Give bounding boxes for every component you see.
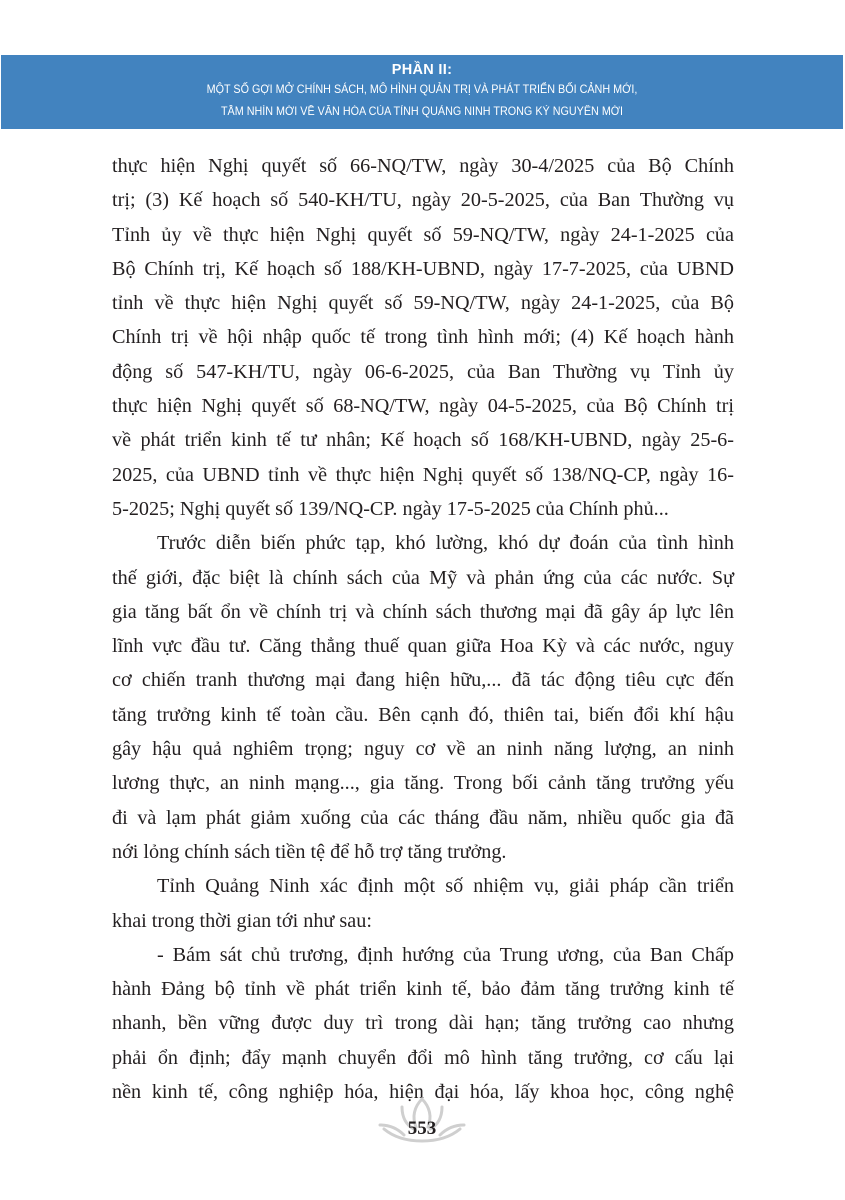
text-line: trị; (3) Kế hoạch số 540-KH/TU, ngày 20-5-2025, của Ban Thường vụ [112,189,734,212]
text-line: - Bám sát chủ trương, định hướng của Trung ương, của Ban Chấp [157,943,734,966]
page-footer [372,1095,472,1147]
text-line: đi và lạm phát giảm xuống của các tháng đầu năm, nhiều quốc gia đã [112,806,734,829]
text-line: phải ổn định; đẩy mạnh chuyển đổi mô hình tăng trưởng, cơ cấu lại [112,1046,734,1069]
text-line: 5-2025; Nghị quyết số 139/NQ-CP. ngày 17-5-2025 của Chính phủ... [112,497,669,520]
body-text [112,149,734,1109]
text-line: tỉnh về thực hiện Nghị quyết số 59-NQ/TW, ngày 24-1-2025, của Bộ [112,292,734,315]
text-line: thực hiện Nghị quyết số 66-NQ/TW, ngày 30-4/2025 của Bộ Chính [112,155,734,177]
paragraph-2 [112,526,734,869]
section-header-banner [1,55,843,129]
text-line: Tỉnh ủy về thực hiện Nghị quyết số 59-NQ/TW, ngày 24-1-2025 của [112,223,734,246]
text-line: khai trong thời gian tới như sau: [112,909,372,932]
section-subtitle-line-1: MỘT SỐ GỢI MỞ CHÍNH SÁCH, MÔ HÌNH QUẢN TRỊ VÀ PHÁT TRIỂN BỐI CẢNH MỚI, [206,83,638,96]
text-line: lương thực, an ninh mạng..., gia tăng. Trong bối cảnh tăng trưởng yếu [112,772,734,795]
text-line: Trước diễn biến phức tạp, khó lường, khó dự đoán của tình hình [157,532,734,555]
paragraph-4 [112,938,734,1109]
text-line: Tỉnh Quảng Ninh xác định một số nhiệm vụ, giải pháp cần triển [157,875,734,898]
text-line: hành Đảng bộ tỉnh về phát triển kinh tế, bảo đảm tăng trưởng kinh tế [112,978,734,1001]
paragraph-3 [112,869,734,938]
text-line: về phát triển kinh tế tư nhân; Kế hoạch số 168/KH-UBND, ngày 25-6- [112,429,734,452]
text-line: cơ chiến tranh thương mại đang hiện hữu,... đã tác động tiêu cực đến [112,669,734,692]
section-part-title: PHẦN II: [391,62,453,78]
text-line: Bộ Chính trị, Kế hoạch số 188/KH-UBND, ngày 17-7-2025, của UBND [112,257,734,280]
text-line: nền kinh tế, công nghiệp hóa, hiện đại hóa, lấy khoa học, công nghệ [112,1081,734,1104]
page-number: 553 [407,1118,437,1139]
paragraph-1 [112,149,734,526]
text-line: thế giới, đặc biệt là chính sách của Mỹ và phản ứng của các nước. Sự [112,566,734,589]
text-line: tăng trưởng kinh tế toàn cầu. Bên cạnh đó, thiên tai, biến đổi khí hậu [112,703,734,726]
text-line: Chính trị về hội nhập quốc tế trong tình hình mới; (4) Kế hoạch hành [112,326,734,349]
text-line: nhanh, bền vững được duy trì trong dài hạn; tăng trưởng cao nhưng [112,1012,734,1035]
text-line: động số 547-KH/TU, ngày 06-6-2025, của Ban Thường vụ Tỉnh ủy [112,360,734,383]
section-subtitle-line-2: TẦM NHÌN MỚI VỀ VĂN HÓA CỦA TỈNH QUẢNG NINH TRONG KỶ NGUYÊN MỚI [220,105,624,118]
text-line: gia tăng bất ổn về chính trị và chính sách thương mại đã gây áp lực lên [112,600,734,623]
text-line: nới lỏng chính sách tiền tệ để hỗ trợ tăng trưởng. [112,840,507,863]
text-line: thực hiện Nghị quyết số 68-NQ/TW, ngày 04-5-2025, của Bộ Chính trị [112,395,734,418]
text-line: 2025, của UBND tỉnh về thực hiện Nghị quyết số 138/NQ-CP, ngày 16- [112,463,734,486]
text-line: lĩnh vực đầu tư. Căng thẳng thuế quan giữa Hoa Kỳ và các nước, nguy [112,635,734,658]
text-line: gây hậu quả nghiêm trọng; nguy cơ về an ninh năng lượng, an ninh [112,738,734,761]
